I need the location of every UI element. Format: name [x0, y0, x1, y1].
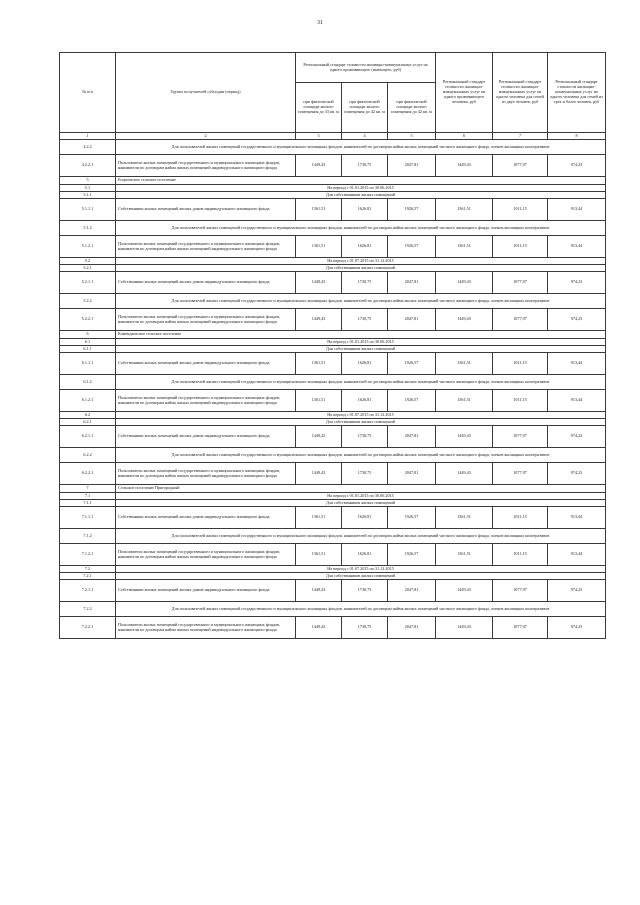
header-num: № п/п — [60, 53, 116, 133]
value-cell: 2047,81 — [388, 272, 436, 294]
row-number: 6.2.1 — [60, 419, 116, 426]
table-row — [60, 426, 606, 448]
recipient-group: Пользователи жилых помещений государственного и муниципального жилищных фондов, наниматели по договорам найма жилых помещений индивидуального жилищного фонда — [116, 463, 296, 485]
value-cell: 1361,51 — [436, 236, 493, 258]
table-row — [60, 221, 606, 236]
table-row — [60, 258, 606, 265]
table-row — [60, 617, 606, 639]
row-number: 5.1.2.1 — [60, 236, 116, 258]
value-cell: 1926,57 — [388, 236, 436, 258]
value-cell: 1730,75 — [342, 155, 388, 177]
value-cell: 2047,81 — [388, 309, 436, 331]
settlement-heading: Сельское поселение Пригородный — [116, 485, 606, 493]
value-cell: 1011,15 — [493, 507, 548, 529]
value-cell: 1449,43 — [436, 155, 493, 177]
group-heading: Для пользователей жилых помещений государственного и муниципального жилищных фондов, нанимателей по договорам найма жилых помещений частного жилищного фонда, членов жилищных кооперативов — [116, 448, 606, 463]
value-cell: 1730,75 — [342, 617, 388, 639]
header-sub-42a: при фактической площади жилого помещения до 42 кв. м — [342, 83, 388, 133]
value-cell: 974,23 — [548, 155, 606, 177]
table-row — [60, 140, 606, 155]
settlement-heading: Камендантское сельское поселение — [116, 331, 606, 339]
recipient-group: Собственники жилых помещений жилых домов индивидуального жилищного фонда — [116, 272, 296, 294]
row-number: 7.1 — [60, 493, 116, 500]
row-number: 5.1.1.1 — [60, 199, 116, 221]
row-number: 5.1.2 — [60, 221, 116, 236]
row-number: 5.1.1 — [60, 192, 116, 199]
recipient-group: Собственники жилых помещений жилых домов индивидуального жилищного фонда — [116, 199, 296, 221]
col-index: 1 — [60, 133, 116, 140]
value-cell: 1626,81 — [342, 353, 388, 375]
period-heading: Для собственников жилых помещений — [116, 500, 606, 507]
value-cell: 974,23 — [548, 426, 606, 448]
group-heading: Для пользователей жилых помещений государственного и муниципального жилищных фондов, нанимателей по договорам найма жилых помещений частного жилищного фонда, членов жилищных кооперативов — [116, 221, 606, 236]
table-row — [60, 353, 606, 375]
row-number: 5.2 — [60, 258, 116, 265]
value-cell: 1361,51 — [436, 507, 493, 529]
table-row — [60, 294, 606, 309]
value-cell: 913,44 — [548, 544, 606, 566]
value-cell: 1449,43 — [436, 272, 493, 294]
recipient-group: Собственники жилых помещений жилых домов индивидуального жилищного фонда — [116, 426, 296, 448]
row-number: 6.2.2.1 — [60, 463, 116, 485]
group-heading: Для пользователей жилых помещений государственного и муниципального жилищных фондов, нанимателей по договорам найма жилых помещений частного жилищного фонда, членов жилищных кооперативов — [116, 375, 606, 390]
row-number: 5.2.1.1 — [60, 272, 116, 294]
table-row — [60, 185, 606, 192]
header-col7: Региональный стандарт стоимости жилищно-коммунальных услуг на одного человека для семей из двух человек, руб — [493, 53, 548, 133]
table-row — [60, 346, 606, 353]
value-cell: 913,44 — [548, 236, 606, 258]
value-cell: 1730,75 — [342, 426, 388, 448]
value-cell: 1449,43 — [436, 426, 493, 448]
row-number: 4.2.2.1 — [60, 155, 116, 177]
value-cell: 1361,51 — [296, 507, 342, 529]
table-row — [60, 199, 606, 221]
row-number: 7.1.2 — [60, 529, 116, 544]
header-col6: Региональный стандарт стоимости жилищно-коммунальных услуг на одного проживающего человека, руб — [436, 53, 493, 133]
row-number: 6 — [60, 331, 116, 339]
row-number: 7.1.2.1 — [60, 544, 116, 566]
table-row — [60, 544, 606, 566]
recipient-group: Пользователи жилых помещений государственного и муниципального жилищных фондов, наниматели по договорам найма жилых помещений индивидуального жилищного фонда — [116, 309, 296, 331]
row-number: 7.2.2 — [60, 602, 116, 617]
row-number: 7.2.1 — [60, 573, 116, 580]
page-number: 31 — [317, 20, 323, 26]
row-number: 7.2.1.1 — [60, 580, 116, 602]
value-cell: 974,23 — [548, 272, 606, 294]
tariff-table — [59, 52, 606, 639]
table-row — [60, 493, 606, 500]
table-row — [60, 390, 606, 412]
table-row — [60, 309, 606, 331]
value-cell: 1077,97 — [493, 426, 548, 448]
value-cell: 1361,51 — [296, 236, 342, 258]
row-number: 6.1.2.1 — [60, 390, 116, 412]
value-cell: 2047,81 — [388, 426, 436, 448]
recipient-group: Пользователи жилых помещений государственного и муниципального жилищных фондов, наниматели по договорам найма жилых помещений индивидуального жилищного фонда — [116, 155, 296, 177]
value-cell: 913,44 — [548, 353, 606, 375]
value-cell: 1449,43 — [436, 580, 493, 602]
value-cell: 1361,51 — [436, 544, 493, 566]
table-row — [60, 485, 606, 493]
row-number: 6.1 — [60, 339, 116, 346]
value-cell: 1926,57 — [388, 507, 436, 529]
table-row — [60, 529, 606, 544]
table-row — [60, 580, 606, 602]
col-index: 6 — [436, 133, 493, 140]
header-group: Группа получателей субсидии (период) — [116, 53, 296, 133]
value-cell: 1077,97 — [493, 580, 548, 602]
value-cell: 1077,97 — [493, 272, 548, 294]
value-cell: 913,44 — [548, 390, 606, 412]
group-heading: Для пользователей жилых помещений государственного и муниципального жилищных фондов, нанимателей по договорам найма жилых помещений частного жилищного фонда, членов жилищных кооперативов — [116, 602, 606, 617]
table-row — [60, 331, 606, 339]
value-cell: 1011,15 — [493, 353, 548, 375]
row-number: 7.1.1.1 — [60, 507, 116, 529]
value-cell: 1626,81 — [342, 507, 388, 529]
value-cell: 974,23 — [548, 617, 606, 639]
value-cell: 1926,57 — [388, 353, 436, 375]
value-cell: 1626,81 — [342, 390, 388, 412]
col-index: 7 — [493, 133, 548, 140]
period-heading: На период с 01.07.2015 по 31.12.2015 — [116, 566, 606, 573]
row-number: 7.2 — [60, 566, 116, 573]
row-number: 6.1.2 — [60, 375, 116, 390]
value-cell: 1449,43 — [296, 617, 342, 639]
table-row — [60, 155, 606, 177]
col-index: 5 — [388, 133, 436, 140]
value-cell: 1449,43 — [296, 272, 342, 294]
value-cell: 1926,57 — [388, 390, 436, 412]
period-heading: На период с 01.07.2015 по 31.12.2015 — [116, 412, 606, 419]
value-cell: 1011,15 — [493, 236, 548, 258]
value-cell: 1077,97 — [493, 617, 548, 639]
value-cell: 1449,43 — [436, 617, 493, 639]
value-cell: 2047,81 — [388, 617, 436, 639]
row-number: 6.2.2 — [60, 448, 116, 463]
settlement-heading: Егорьевское сельское поселение — [116, 177, 606, 185]
recipient-group: Пользователи жилых помещений государственного и муниципального жилищных фондов, наниматели по договорам найма жилых помещений индивидуального жилищного фонда — [116, 617, 296, 639]
period-heading: На период с 01.01.2015 по 30.06.2015 — [116, 493, 606, 500]
header-standard: Региональный стандарт стоимости жилищно-коммунальных услуг на одного проживающего (имеющего, руб) — [296, 53, 436, 83]
value-cell: 1730,75 — [342, 272, 388, 294]
period-heading: Для собственников жилых помещений — [116, 192, 606, 199]
row-number: 7.2.2.1 — [60, 617, 116, 639]
period-heading: На период с 01.07.2015 по 31.12.2015 — [116, 258, 606, 265]
row-number: 5.2.2 — [60, 294, 116, 309]
row-number: 5.2.2.1 — [60, 309, 116, 331]
period-heading: Для собственников жилых помещений — [116, 265, 606, 272]
value-cell: 1449,43 — [436, 463, 493, 485]
value-cell: 1361,51 — [436, 199, 493, 221]
value-cell: 1449,43 — [296, 463, 342, 485]
table-row — [60, 602, 606, 617]
value-cell: 1077,97 — [493, 309, 548, 331]
value-cell: 1361,51 — [296, 544, 342, 566]
value-cell: 1730,75 — [342, 580, 388, 602]
row-number: 7.1.1 — [60, 500, 116, 507]
recipient-group: Пользователи жилых помещений государственного и муниципального жилищных фондов, наниматели по договорам найма жилых помещений индивидуального жилищного фонда — [116, 236, 296, 258]
value-cell: 1011,15 — [493, 544, 548, 566]
value-cell: 1449,43 — [296, 155, 342, 177]
group-heading: Для пользователей жилых помещений государственного и муниципального жилищных фондов, нанимателей по договорам найма жилых помещений частного жилищного фонда, членов жилищных кооперативов — [116, 294, 606, 309]
row-number: 5 — [60, 177, 116, 185]
value-cell: 1449,43 — [436, 309, 493, 331]
col-index: 2 — [116, 133, 296, 140]
value-cell: 1077,97 — [493, 155, 548, 177]
value-cell: 1361,51 — [296, 199, 342, 221]
table-row — [60, 177, 606, 185]
value-cell: 913,44 — [548, 199, 606, 221]
row-number: 6.2.1.1 — [60, 426, 116, 448]
table-row — [60, 192, 606, 199]
value-cell: 1449,43 — [296, 580, 342, 602]
col-index: 8 — [548, 133, 606, 140]
period-heading: Для собственников жилых помещений — [116, 573, 606, 580]
value-cell: 974,23 — [548, 463, 606, 485]
value-cell: 1730,75 — [342, 309, 388, 331]
col-index: 4 — [342, 133, 388, 140]
period-heading: На период с 01.01.2015 по 30.06.2015 — [116, 185, 606, 192]
group-heading: Для пользователей жилых помещений государственного и муниципального жилищных фондов, нанимателей по договорам найма жилых помещений частного жилищного фонда, членов жилищных кооперативов — [116, 140, 606, 155]
table-row — [60, 265, 606, 272]
value-cell: 2047,81 — [388, 463, 436, 485]
row-number: 5.1 — [60, 185, 116, 192]
value-cell: 1011,15 — [493, 390, 548, 412]
col-index: 3 — [296, 133, 342, 140]
recipient-group: Пользователи жилых помещений государственного и муниципального жилищных фондов, наниматели по договорам найма жилых помещений индивидуального жилищного фонда — [116, 390, 296, 412]
value-cell: 1730,75 — [342, 463, 388, 485]
recipient-group: Пользователи жилых помещений государственного и муниципального жилищных фондов, наниматели по договорам найма жилых помещений индивидуального жилищного фонда — [116, 544, 296, 566]
table-row — [60, 339, 606, 346]
value-cell: 974,23 — [548, 309, 606, 331]
row-number: 5.2.1 — [60, 265, 116, 272]
row-number: 6.1.1.1 — [60, 353, 116, 375]
value-cell: 1626,81 — [342, 236, 388, 258]
recipient-group: Собственники жилых помещений жилых домов индивидуального жилищного фонда — [116, 507, 296, 529]
row-number: 6.1.1 — [60, 346, 116, 353]
value-cell: 2047,81 — [388, 580, 436, 602]
table-row — [60, 236, 606, 258]
value-cell: 1361,51 — [436, 390, 493, 412]
value-cell: 1077,97 — [493, 463, 548, 485]
table-row — [60, 500, 606, 507]
recipient-group: Собственники жилых помещений жилых домов индивидуального жилищного фонда — [116, 353, 296, 375]
value-cell: 913,44 — [548, 507, 606, 529]
table-row — [60, 412, 606, 419]
table-row — [60, 272, 606, 294]
table-row — [60, 573, 606, 580]
period-heading: На период с 01.01.2015 по 30.06.2015 — [116, 339, 606, 346]
header-sub-33: при фактической площади жилого помещения до 33 кв. м — [296, 83, 342, 133]
recipient-group: Собственники жилых помещений жилых домов индивидуального жилищного фонда — [116, 580, 296, 602]
value-cell: 1361,51 — [436, 353, 493, 375]
row-number: 7 — [60, 485, 116, 493]
value-cell: 974,23 — [548, 580, 606, 602]
table-row — [60, 375, 606, 390]
table-row — [60, 448, 606, 463]
value-cell: 1926,57 — [388, 199, 436, 221]
table-row — [60, 566, 606, 573]
value-cell: 1926,57 — [388, 544, 436, 566]
table-row — [60, 463, 606, 485]
value-cell: 1449,43 — [296, 426, 342, 448]
period-heading: Для собственников жилых помещений — [116, 346, 606, 353]
value-cell: 1449,43 — [296, 309, 342, 331]
value-cell: 2047,81 — [388, 155, 436, 177]
row-number: 4.2.2 — [60, 140, 116, 155]
table-row — [60, 419, 606, 426]
value-cell: 1361,51 — [296, 390, 342, 412]
row-number: 6.2 — [60, 412, 116, 419]
value-cell: 1626,81 — [342, 199, 388, 221]
value-cell: 1361,51 — [296, 353, 342, 375]
table-row — [60, 507, 606, 529]
period-heading: Для собственников жилых помещений — [116, 419, 606, 426]
table-body — [60, 140, 606, 639]
header-sub-42b: при фактической площади жилого помещения до 42 кв. м — [388, 83, 436, 133]
group-heading: Для пользователей жилых помещений государственного и муниципального жилищных фондов, нанимателей по договорам найма жилых помещений частного жилищного фонда, членов жилищных кооперативов — [116, 529, 606, 544]
value-cell: 1011,15 — [493, 199, 548, 221]
header-col8: Региональный стандарт стоимости жилищно-коммунальных услуг на одного человека для семей из трех и более человек, руб — [548, 53, 606, 133]
value-cell: 1626,81 — [342, 544, 388, 566]
